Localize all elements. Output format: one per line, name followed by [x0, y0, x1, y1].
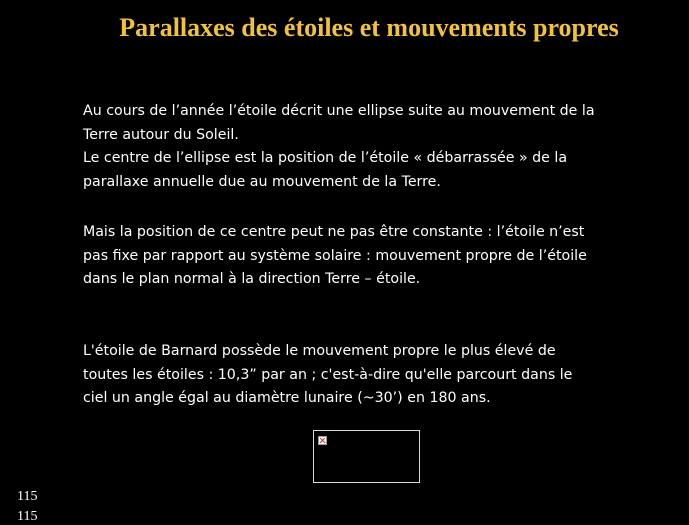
- text-line: pas fixe par rapport au système solaire : mouvement propre de l’étoile: [83, 247, 587, 264]
- text-line: L'étoile de Barnard possède le mouvement propre le plus élevé de: [83, 343, 556, 359]
- text-line: Terre autour du Soleil.: [83, 126, 239, 143]
- text-line: toutes les étoiles : 10,3” par an ; c'est-à-dire qu'elle parcourt dans le: [83, 366, 573, 383]
- broken-image-icon: [318, 436, 327, 445]
- paragraph-proper-motion: [83, 221, 658, 292]
- paragraph-parallax: [83, 100, 658, 194]
- page-number-duplicate: 115: [17, 509, 38, 524]
- slide-title: Parallaxes des étoiles et mouvements propres: [119, 13, 619, 42]
- image-placeholder: [313, 430, 420, 483]
- text-line: ciel un angle égal au diamètre lunaire (~30’) en 180 ans.: [83, 390, 491, 406]
- text-line: parallaxe annuelle due au mouvement de la Terre.: [83, 173, 441, 190]
- text-line: Mais la position de ce centre peut ne pas être constante : l’étoile n’est: [83, 224, 585, 240]
- paragraph-barnard-star: [83, 340, 658, 411]
- text-line: Au cours de l’année l’étoile décrit une ellipse suite au mouvement de la: [83, 103, 595, 119]
- text-line: Le centre de l’ellipse est la position de l’étoile « débarrassée » de la: [83, 150, 568, 166]
- page-number: 115: [17, 489, 38, 504]
- text-line: dans le plan normal à la direction Terre – étoile.: [83, 271, 421, 287]
